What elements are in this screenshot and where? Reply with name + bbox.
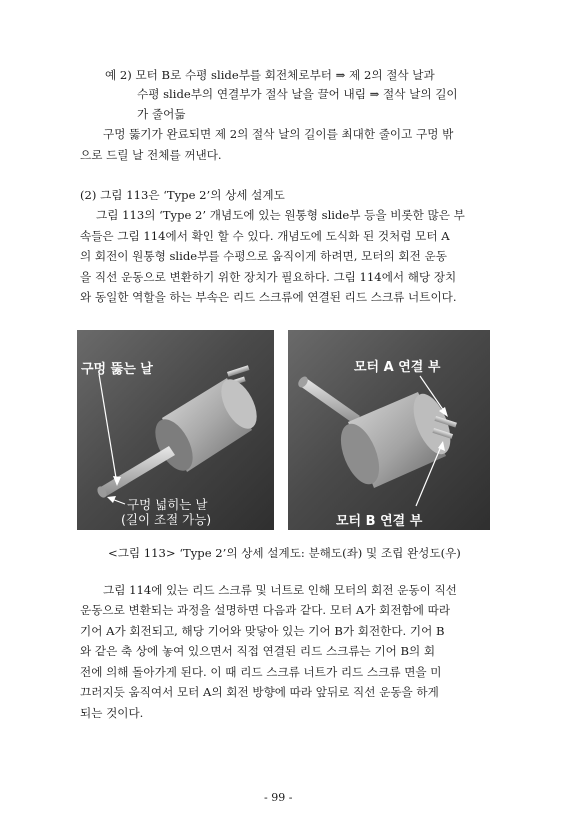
example-line-2: 수평 slide부의 연결부가 절삭 날을 끌어 내림 ⇒ 절삭 날의 길이 bbox=[137, 87, 458, 101]
p3-line-2: 운동으로 변환되는 과정을 설명하면 다음과 같다. 모터 A가 회전함에 따라 bbox=[80, 603, 451, 617]
p3-line-6: 끄러지듯 움직여서 모터 A의 회전 방향에 따라 앞뒤로 직선 운동을 하게 bbox=[80, 685, 439, 699]
p1-line-2: 으로 드릴 날 전체를 꺼낸다. bbox=[80, 148, 222, 162]
p3-line-7: 되는 것이다. bbox=[80, 706, 144, 720]
page-number: - 99 - bbox=[264, 791, 293, 804]
section-heading: (2) 그림 113은 ‘Type 2’의 상세 설계도 bbox=[80, 188, 285, 202]
p2-line-2: 속들은 그림 114에서 확인 할 수 있다. 개념도에 도식화 된 것처럼 모터 A bbox=[80, 229, 450, 243]
example-line-1: 예 2) 모터 B로 수평 slide부를 회전체로부터 ⇒ 제 2의 절삭 날과 bbox=[105, 68, 435, 82]
label-motor-b-connection: 모터 B 연결 부 bbox=[336, 514, 423, 529]
label-motor-a-connection: 모터 A 연결 부 bbox=[354, 360, 441, 375]
p1-line-1: 구멍 뚫기가 완료되면 제 2의 절삭 날의 길이를 최대한 줄이고 구멍 밖 bbox=[103, 127, 454, 141]
p2-line-1: 그림 113의 ‘Type 2’ 개념도에 있는 원통형 slide부 등을 비롯한 많은 부 bbox=[96, 208, 465, 222]
label-widening-blade: 구멍 넓히는 날 bbox=[127, 497, 208, 512]
label-drill-blade: 구멍 뚫는 날 bbox=[81, 362, 153, 377]
p2-line-3: 의 회전이 원통형 slide부를 수평으로 움직이게 하려면, 모터의 회전 운동 bbox=[80, 249, 447, 263]
assembled-view-figure bbox=[288, 330, 490, 530]
p2-line-5: 와 동일한 역할을 하는 부속은 리드 스크류에 연결된 리드 스크류 너트이다. bbox=[80, 290, 457, 304]
p3-line-4: 와 같은 축 상에 놓여 있으면서 직접 연결된 리드 스크류는 기어 B의 회 bbox=[80, 644, 436, 658]
p3-line-5: 전에 의해 돌아가게 된다. 이 때 리드 스크류 너트가 리드 스크류 면을 미 bbox=[80, 665, 442, 679]
p3-line-1: 그림 114에 있는 리드 스크류 및 너트로 인해 모터의 회전 운동이 직선 bbox=[103, 583, 457, 597]
example-line-3: 가 줄어듦 bbox=[137, 107, 186, 121]
p3-line-3: 기어 A가 회전되고, 해당 기어와 맞닿아 있는 기어 B가 회전한다. 기어 B bbox=[80, 624, 445, 638]
p2-line-4: 을 직선 운동으로 변환하기 위한 장치가 필요하다. 그림 114에서 해당 장치 bbox=[80, 270, 457, 284]
label-length-adjustable: (길이 조절 가능) bbox=[121, 512, 212, 527]
exploded-view-figure bbox=[77, 330, 274, 530]
figure-caption: <그림 113> ‘Type 2’의 상세 설계도: 분해도(좌) 및 조립 완성도(우) bbox=[108, 546, 461, 560]
